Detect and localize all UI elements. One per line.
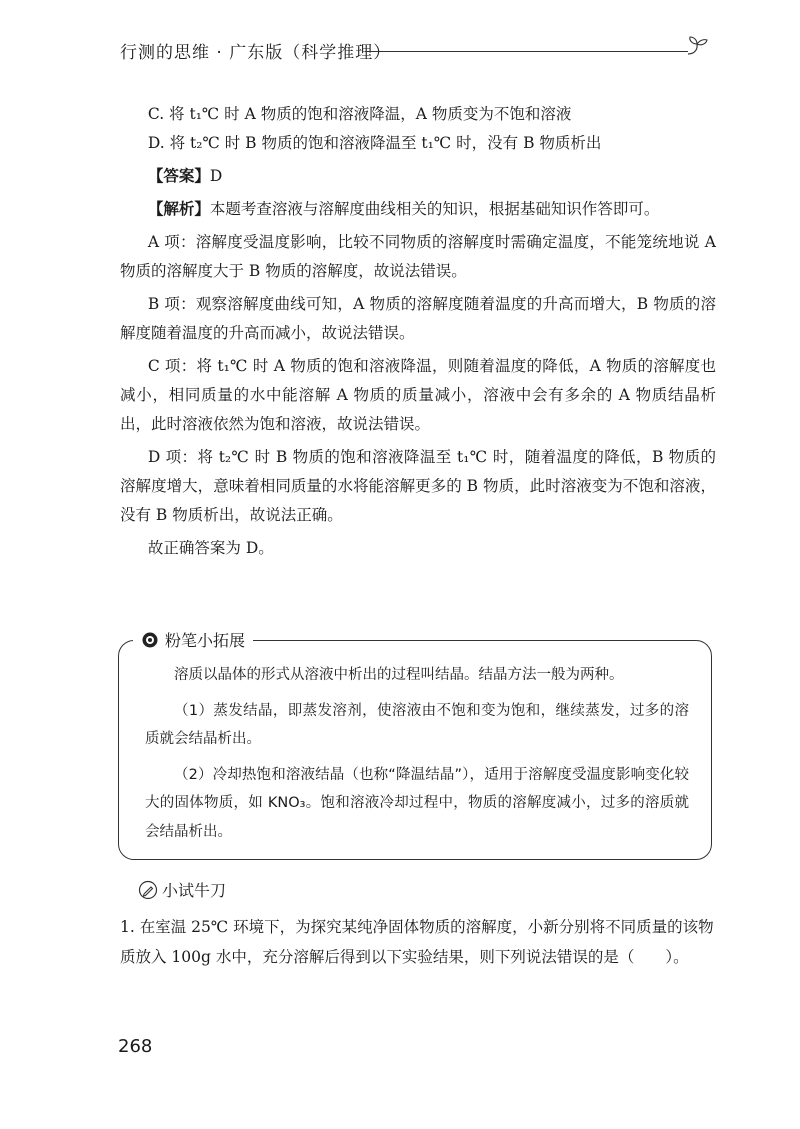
analysis-item-c: C 项：将 t₁℃ 时 A 物质的饱和溶液降温，则随着温度的降低，A 物质的溶解度也减小，相同质量的水中能溶解 A 物质的质量减小，溶液中会有多余的 A 物质结晶析出，此时溶液依然为饱和溶液，故说法错误。 xyxy=(120,357,716,433)
extension-paragraph: （2）冷却热饱和溶液结晶（也称“降温结晶”），适用于溶解度受温度影响变化较大的固体物质，如 KNO₃。饱和溶液冷却过程中，物质的溶解度减小，过多的溶质就会结晶析出。 xyxy=(145,766,689,840)
analysis-item-b: B 项：观察溶解度曲线可知，A 物质的溶解度随着温度的升高而增大，B 物质的溶解度随着温度的升高而减小，故说法错误。 xyxy=(120,295,716,342)
analysis-item-a: A 项：溶解度受温度影响，比较不同物质的溶解度时需确定温度，不能笼统地说 A 物质的溶解度大于 B 物质的溶解度，故说法错误。 xyxy=(120,233,716,280)
analysis-item-d: D 项：将 t₂℃ 时 B 物质的饱和溶液降温至 t₁℃ 时，随着温度的降低，B 物质的溶解度增大，意味着相同质量的水将能溶解更多的 B 物质，此时溶液变为不饱和溶液，没有 B 物质析出，故说法正确。 xyxy=(120,448,716,524)
chalk-icon xyxy=(141,631,159,649)
extension-title: 粉笔小拓展 xyxy=(165,631,246,650)
practice-question: 1. 在室温 25℃ 环境下，为探究某纯净固体物质的溶解度，小新分别将不同质量的该物质放入 100g 水中，充分溶解后得到以下实验结果，则下列说法错误的是（ ）。 xyxy=(120,918,714,966)
analysis-intro: 本题考查溶液与溶解度曲线相关的知识，根据基础知识作答即可。 xyxy=(209,200,660,218)
extension-header xyxy=(133,628,253,651)
answer-value: D xyxy=(209,167,223,185)
analysis-label: 【解析】 xyxy=(147,200,210,218)
header-rule xyxy=(365,51,688,52)
answer-line xyxy=(120,162,716,191)
extension-paragraph: 溶质以晶体的形式从溶液中析出的过程叫结晶。结晶方法一般为两种。 xyxy=(174,667,624,683)
header-title: 行测的思维 · 广东版（科学推理） xyxy=(120,43,392,63)
extension-paragraph: （1）蒸发结晶，即蒸发溶剂，使溶液由不饱和变为饱和，继续蒸发，过多的溶质就会结晶析出。 xyxy=(145,702,689,747)
page-number: 268 xyxy=(118,1036,153,1057)
practice-header xyxy=(138,878,226,901)
main-content xyxy=(120,100,716,567)
option-c: C. 将 t₁℃ 时 A 物质的饱和溶液降温，A 物质变为不饱和溶液 xyxy=(147,105,572,123)
analysis-intro-line xyxy=(120,195,716,224)
running-header xyxy=(120,34,710,68)
analysis-conclusion: 故正确答案为 D。 xyxy=(147,539,274,557)
practice-title: 小试牛刀 xyxy=(162,881,227,900)
answer-label: 【答案】 xyxy=(147,167,210,185)
leaf-sprout-icon xyxy=(684,34,710,60)
pencil-icon xyxy=(138,880,158,900)
extension-box xyxy=(118,631,712,860)
extension-body xyxy=(145,661,689,853)
option-d: D. 将 t₂℃ 时 B 物质的饱和溶液降温至 t₁℃ 时，没有 B 物质析出 xyxy=(147,134,602,152)
